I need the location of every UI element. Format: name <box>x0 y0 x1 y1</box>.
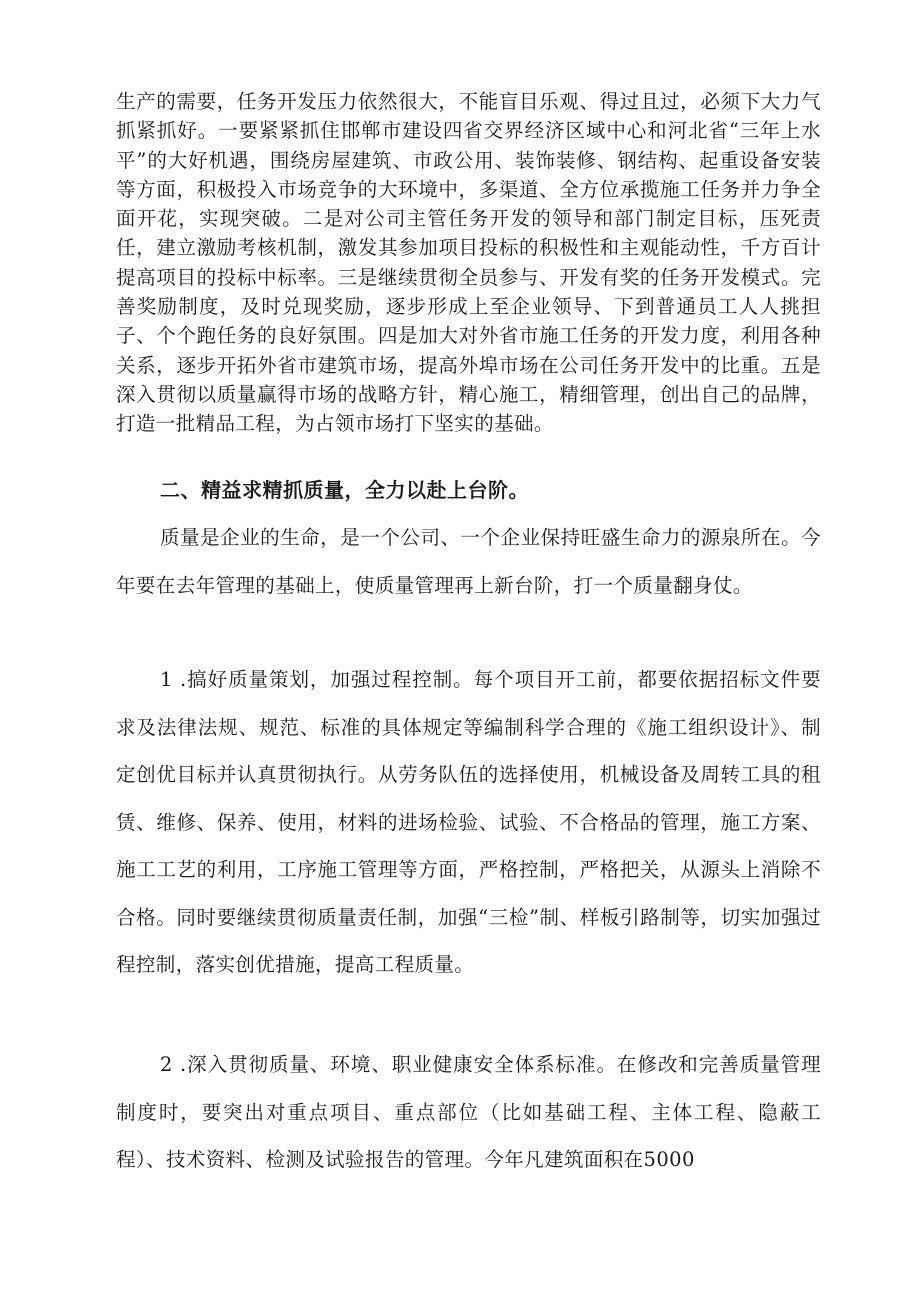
paragraph-item-1-quality-planning: 1 .搞好质量策划，加强过程控制。每个项目开工前，都要依据招标文件要求及法律法规、规范、标准的具体规定等编制科学合理的《施工组织设计》、制定创优目标并认真贯彻执行。从劳务队伍的选择使用，机械设备及周转工具的租赁、维修、保养、使用，材料的进场检验、试验、不合格品的管理，施工方案、施工工艺的利用，工序施工管理等方面，严格控制，严格把关，从源头上消除不合格。同时要继续贯彻质量责任制，加强“三检”制、样板引路制等，切实加强过程控制，落实创优措施，提高工程质量。 <box>116 668 821 976</box>
paragraph-item-2-system-standards: 2 .深入贯彻质量、环境、职业健康安全体系标准。在修改和完善质量管理制度时，要突出对重点项目、重点部位（比如基础工程、主体工程、隐蔽工程）、技术资料、检测及试验报告的管理。今年凡建筑面积在5000 <box>116 1053 821 1171</box>
section-heading-quality: 二、精益求精抓质量，全力以赴上台阶。 <box>160 478 529 502</box>
paragraph-quality-intro: 质量是企业的生命，是一个公司、一个企业保持旺盛生命力的源泉所在。今年要在去年管理的基础上，使质量管理再上新台阶，打一个质量翻身仗。 <box>116 526 821 597</box>
paragraph-task-development: 生产的需要，任务开发压力依然很大，不能盲目乐观、得过且过，必须下大力气抓紧抓好。一要紧紧抓住邯郸市建设四省交界经济区域中心和河北省“三年上水平”的大好机遇，围绕房屋建筑、市政公用、装饰装修、钢结构、起重设备安装等方面，积极投入市场竞争的大环境中，多渠道、全方位承揽施工任务并力争全面开花，实现突破。二是对公司主管任务开发的领导和部门制定目标，压死责任，建立激励考核机制，激发其参加项目投标的积极性和主观能动性，千方百计提高项目的投标中标率。三是继续贯彻全员参与、开发有奖的任务开发模式。完善奖励制度，及时兑现奖励，逐步形成上至企业领导、下到普通员工人人挑担子、个个跑任务的良好氛围。四是加大对外省市施工任务的开发力度，利用各种关系，逐步开拓外省市建筑市场，提高外埠市场在公司任务开发中的比重。五是深入贯彻以质量赢得市场的战略方针，精心施工，精细管理，创出自己的品牌，打造一批精品工程，为占领市场打下坚实的基础。 <box>116 90 821 436</box>
